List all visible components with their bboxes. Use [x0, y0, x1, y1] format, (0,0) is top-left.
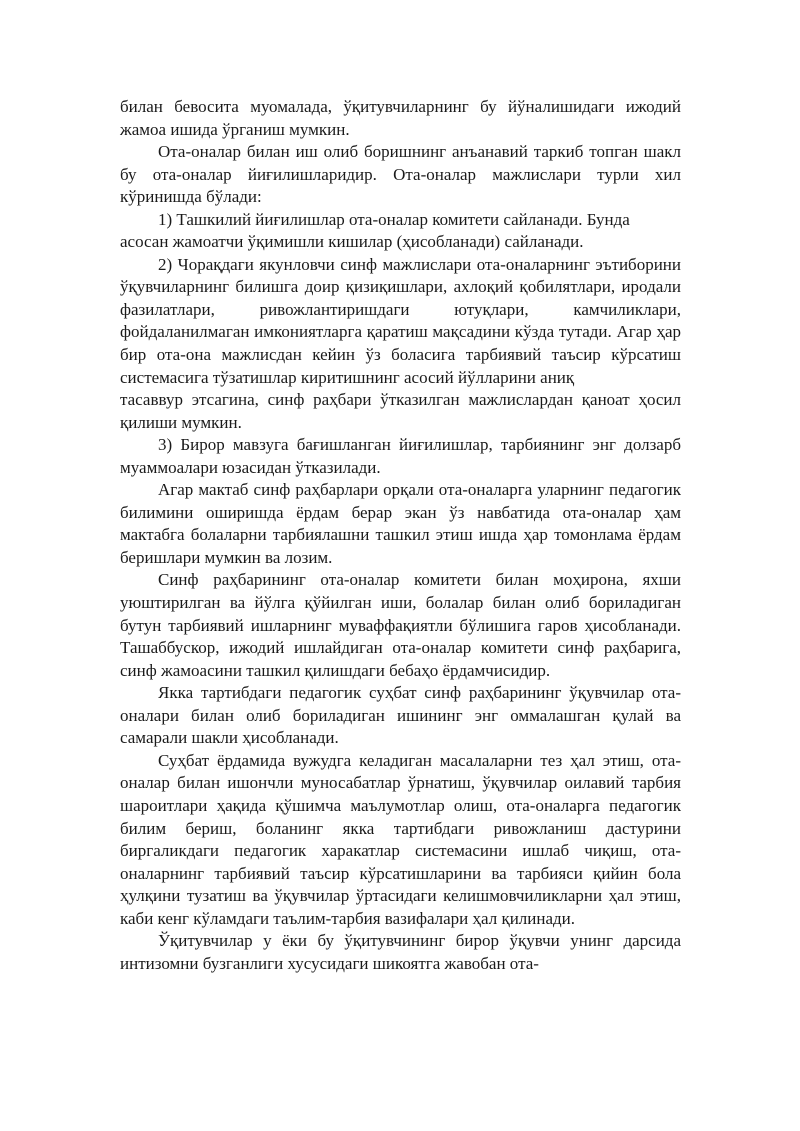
paragraph-12: Ўқитувчилар у ёки бу ўқитувчининг бирор ўқувчи унинг дарсида интизомни бузганлиги хусусидаги шикоятга жавобан ота-: [120, 931, 681, 973]
paragraph-2: Ота-оналар билан иш олиб боришнинг анъанавий таркиб топган шакл бу ота-оналар йиғилишларидир. Ота-оналар мажлислари турли хил кўринишда бўлади:: [120, 142, 681, 207]
paragraph-9: Синф раҳбарининг ота-оналар комитети билан моҳирона, яхши уюштирилган ва йўлга қўйилган иши, болалар билан олиб бориладиган бутун тарбиявий ишларнинг муваффақиятли бўлишига гаров ҳисобланади. Ташаббускор, ижодий ишлайдиган ота-оналар комитети синф раҳбарига, синф жамоасини ташкил қилишдаги бебаҳо ёрдамчисидир.: [120, 570, 681, 680]
paragraph-3: 1) Ташкилий йиғилишлар ота-оналар комитети сайланади. Бунда: [158, 209, 630, 229]
paragraph-10: Якка тартибдаги педагогик суҳбат синф раҳбарининг ўқувчилар ота-оналари билан олиб бориладиган ишининг энг оммалашган қулай ва самарали шакли ҳисобланади.: [120, 683, 681, 748]
paragraph-1: билан бевосита муомалада, ўқитувчиларнинг бу йўналишидаги ижодий жамоа ишида ўрганиш мумкин.: [120, 97, 681, 139]
paragraph-6: тасаввур этсагина, синф раҳбари ўтказилган мажлислардан қаноат ҳосил қилиши мумкин.: [120, 390, 681, 432]
paragraph-7: 3) Бирор мавзуга бағишланган йиғилишлар, тарбиянинг энг долзарб муаммоалари юзасидан ўтказилади.: [120, 435, 681, 477]
paragraph-8: Агар мактаб синф раҳбарлари орқали ота-оналарга уларнинг педагогик билимини оширишда ёрдам берар экан ўз навбатида ота-оналар ҳам мактабга болаларни тарбиялашни ташкил этиш ишда ҳар томонлама ёрдам беришлари мумкин ва лозим.: [120, 480, 681, 567]
paragraph-4: асосан жамоатчи ўқимишли кишилар (ҳисобланади) сайланади.: [120, 232, 584, 252]
paragraph-11: Суҳбат ёрдамида вужудга келадиган масалаларни тез ҳал этиш, ота-оналар билан ишончли муносабатлар ўрнатиш, ўқувчилар оилавий тарбия шароитлари ҳақида қўшимча маълумотлар олиш, ота-оналарга педагогик билим бериш, боланинг якка тартибдаги ривожланиш дастурини биргаликдаги педагогик харакатлар системасини ишлаб чиқиш, ота-оналарнинг тарбиявий таъсир кўрсатишларини ва тарбияси қийин бола ҳулқини тузатиш ва ўқувчилар ўртасидаги келишмовчиликларни ҳал этиш, каби кенг кўламдаги таълим-тарбия вазифалари ҳал қилинади.: [120, 750, 681, 928]
document-page: [120, 96, 681, 975]
paragraph-5: 2) Чорақдаги якунловчи синф мажлислари ота-оналарнинг эътиборини ўқувчиларнинг билишга доир қизиқишлари, ахлоқий қобилятлари, иродали фазилатлари, ривожлантиришдаги ютуқлари, камчиликлари, фойдаланилмаган имкониятларга қаратиш мақсадини кўзда тутади. Агар ҳар бир ота-она мажлисдан кейин ўз боласига тарбиявий таъсир кўрсатиш системасига тўзатишлар киритишнинг асосий йўлларини аниқ: [120, 254, 681, 387]
